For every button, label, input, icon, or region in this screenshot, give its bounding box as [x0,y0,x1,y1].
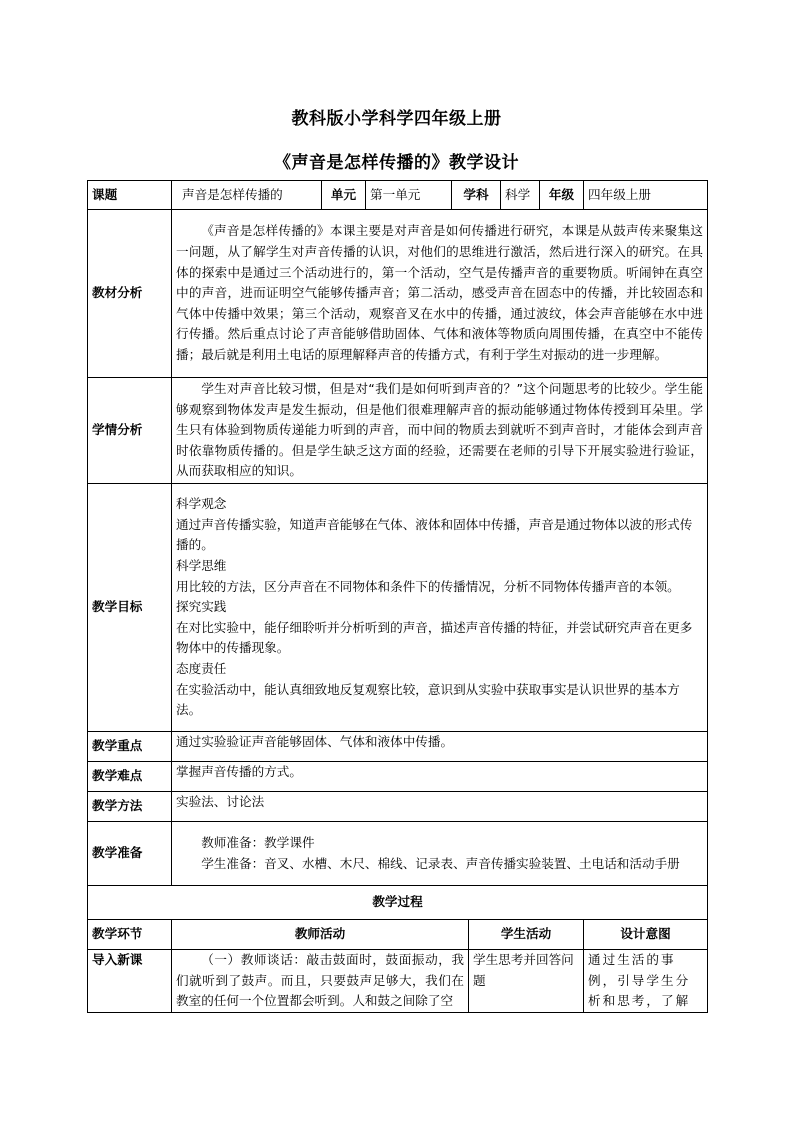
student-analysis-cell [172,378,708,484]
column-header-stage: 教学环节 [88,920,172,950]
key-point-label: 教学重点 [88,732,172,762]
unit-value: 第一单元 [366,181,452,210]
process-teacher-text: （一）教师谈话：敲击鼓面时，鼓面振动，我们就听到了鼓声。而且，只要鼓声足够大，我们在教室的任何一个位置都会听到。人和鼓之间除了空 [176,952,464,1009]
unit-label: 单元 [322,181,366,210]
preparation-label: 教学准备 [88,822,172,886]
grade-label: 年级 [540,181,584,210]
objective-heading: 科学观念 [176,496,227,512]
column-header-teacher: 教师活动 [172,920,469,950]
process-header-row [88,920,708,950]
lesson-value: 声音是怎样传播的 [172,181,322,210]
difficulty-text: 掌握声音传播的方式。 [172,762,708,792]
method-row [88,792,708,822]
difficulty-row [88,762,708,792]
process-title: 教学过程 [88,886,708,920]
document-subtitle: 《声音是怎样传播的》教学设计 [274,153,519,173]
preparation-cell [172,822,708,886]
lesson-plan-table [87,180,708,1013]
difficulty-label: 教学难点 [88,762,172,792]
objectives-row [88,484,708,732]
process-student-text: 学生思考并回答问题 [469,950,584,1013]
subject-value: 科学 [501,181,540,210]
process-teacher-cell [172,950,469,1013]
student-analysis-row [88,378,708,484]
textbook-analysis-label: 教材分析 [88,210,172,378]
process-intent-text: 通过生活的事例，引导学生分析和思考，了解 [584,950,708,1013]
preparation-row [88,822,708,886]
objectives-cell [172,484,708,732]
grade-value: 四年级上册 [584,181,708,210]
process-row [88,950,708,1013]
subject-label: 学科 [452,181,501,210]
process-title-row [88,886,708,920]
objective-text: 用比较的方法，区分声音在不同物体和条件下的传播情况，分析不同物体传播声音的本领。 [176,578,680,594]
method-text: 实验法、讨论法 [172,792,708,822]
teacher-preparation: 教师准备：教学课件 [201,834,315,850]
method-label: 教学方法 [88,792,172,822]
document-title: 教科版小学科学四年级上册 [291,109,502,129]
process-stage: 导入新课 [88,950,172,1013]
column-header-student: 学生活动 [469,920,584,950]
student-analysis-label: 学情分析 [88,378,172,484]
column-header-intent: 设计意图 [584,920,708,950]
textbook-analysis-row [88,210,708,378]
info-row [88,181,708,210]
textbook-analysis-text: 《声音是怎样传播的》本课主要是对声音是如何传播进行研究，本课是从鼓声传来聚集这一问题，从了解学生对声音传播的认识，对他们的思维进行激活，然后进行深入的研究。在具体的探索中是通过三个活动进行的，第一个活动，空气是传播声音的重要物质。听闹钟在真空中的声音，进而证明空气能够传播声音；第二活动，感受声音在固态中的传播，并比较固态和气体中传播中效果；第三个活动，观察音叉在水中的传播，通过波纹，体会声音能够在水中进行传播。然后重点讨论了声音能够借助固体、气体和液体等物质向周围传播，在真空中不能传播；最后就是利用土电话的原理解释声音的传播方式，有利于学生对振动的进一步理解。 [176,223,703,362]
lesson-label: 课题 [88,181,172,210]
textbook-analysis-cell [172,210,708,378]
objective-text: 在对比实验中，能仔细聆听并分析听到的声音，描述声音传播的特征，并尝试研究声音在更多物体中的传播现象。 [176,619,693,656]
student-preparation: 学生准备：音叉、水槽、木尺、棉线、记录表、声音传播实验装置、土电话和活动手册 [201,855,680,871]
objective-heading: 科学思维 [176,558,227,574]
objective-heading: 态度责任 [176,660,227,676]
objective-text: 在实验活动中，能认真细致地反复观察比较，意识到从实验中获取事实是认识世界的基本方法。 [176,681,680,718]
key-point-text: 通过实验验证声音能够固体、气体和液体中传播。 [172,732,708,762]
student-analysis-text: 学生对声音比较习惯，但是对“我们是如何听到声音的？”这个问题思考的比较少。学生能够观察到物体发声是发生振动，但是他们很难理解声音的振动能够通过物体传授到耳朵里。学生只有体验到物质传递能力听到的声音，而中间的物质去到就听不到声音时，才能体会到声音时依靠物质传播的。但是学生缺乏这方面的经验，还需要在老师的引导下开展实验进行验证，从而获取相应的知识。 [176,381,703,479]
objectives-label: 教学目标 [88,484,172,732]
key-point-row [88,732,708,762]
objective-heading: 探究实践 [176,599,227,615]
objective-text: 通过声音传播实验，知道声音能够在气体、液体和固体中传播，声音是通过物体以波的形式传播的。 [176,516,693,553]
